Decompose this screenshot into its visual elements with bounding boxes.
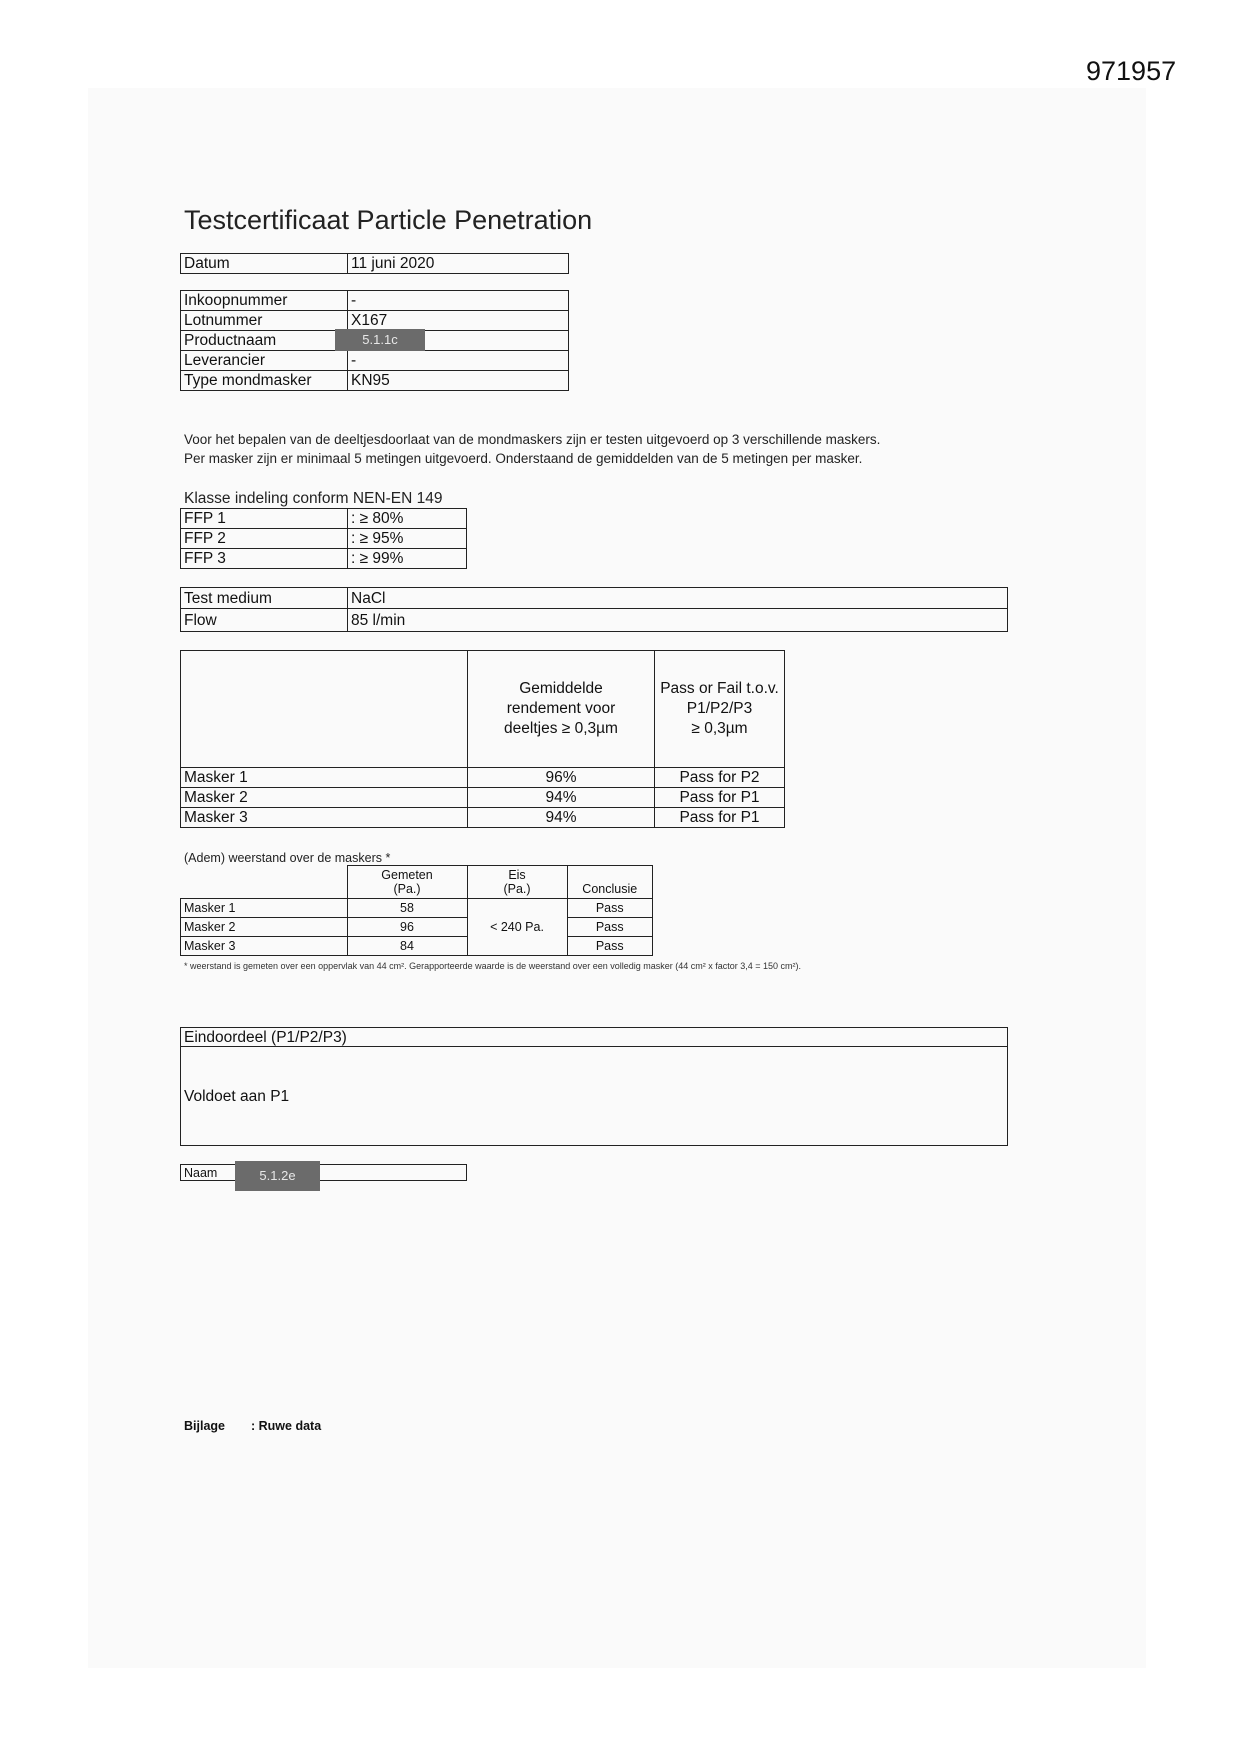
weerstand-value: 58 <box>347 899 467 918</box>
weerstand-table <box>180 865 653 956</box>
table-row <box>181 509 467 529</box>
bijlage-label: Bijlage <box>184 1419 225 1433</box>
table-row <box>181 937 653 956</box>
intro-line-2: Per masker zijn er minimaal 5 metingen uitgevoerd. Onderstaand de gemiddelden van de 5 metingen per masker. <box>184 451 863 466</box>
rendement-header-col2 <box>468 651 655 768</box>
page-title: Testcertificaat Particle Penetration <box>184 205 593 235</box>
header-line: rendement voor <box>506 700 616 717</box>
rendement-result: Pass for P2 <box>655 768 785 788</box>
info-label: Inkoopnummer <box>181 291 348 311</box>
rendement-value: 96% <box>468 768 655 788</box>
test-value: NaCl <box>348 588 1008 609</box>
bijlage-value: : Ruwe data <box>251 1419 322 1433</box>
naam-label: Naam <box>181 1165 238 1181</box>
eindoordeel-value: Voldoet aan P1 <box>181 1047 1008 1146</box>
rendement-result: Pass for P1 <box>655 788 785 808</box>
test-label: Test medium <box>181 588 348 609</box>
rendement-header-empty <box>181 651 468 768</box>
info-value: - <box>348 291 569 311</box>
info-label: Lotnummer <box>181 311 348 331</box>
weerstand-footnote: * weerstand is gemeten over een oppervlak van 44 cm². Gerapporteerde waarde is de weerstand over een volledig masker (44 cm² x factor 3,4 = 150 cm²). <box>184 961 802 971</box>
weerstand-value: 96 <box>347 918 467 937</box>
header-line: (Pa.) <box>503 882 531 896</box>
table-row <box>181 808 785 828</box>
table-row <box>181 609 1008 632</box>
table-row <box>181 918 653 937</box>
masker-label: Masker 3 <box>181 937 348 956</box>
masker-label: Masker 3 <box>181 808 468 828</box>
table-row <box>181 899 653 918</box>
datum-table <box>180 253 569 274</box>
masker-label: Masker 2 <box>181 788 468 808</box>
info-value: KN95 <box>348 371 569 391</box>
info-value: X167 <box>348 311 569 331</box>
table-row <box>181 371 569 391</box>
table-row <box>181 529 467 549</box>
header-line: (Pa.) <box>393 882 421 896</box>
rendement-table <box>180 650 785 828</box>
rendement-header-col3 <box>655 651 785 768</box>
header-line: Eis <box>508 868 526 882</box>
header-line: P1/P2/P3 <box>686 700 753 717</box>
weerstand-conclusie: Pass <box>567 899 653 918</box>
header-line: Gemeten <box>381 868 433 882</box>
klasse-label: FFP 2 <box>181 529 348 549</box>
klasse-label: FFP 3 <box>181 549 348 569</box>
rendement-value: 94% <box>468 788 655 808</box>
eindoordeel-label: Eindoordeel (P1/P2/P3) <box>181 1028 1008 1047</box>
eindoordeel-table <box>180 1027 1008 1146</box>
klasse-value: : ≥ 95% <box>348 529 467 549</box>
info-label: Type mondmasker <box>181 371 348 391</box>
datum-value: 11 juni 2020 <box>348 254 569 274</box>
table-row <box>181 291 569 311</box>
info-label: Productnaam <box>181 331 348 351</box>
masker-label: Masker 1 <box>181 899 348 918</box>
table-row <box>181 549 467 569</box>
rendement-value: 94% <box>468 808 655 828</box>
eis-value: < 240 Pa. <box>467 899 567 956</box>
table-row <box>181 788 785 808</box>
test-value: 85 l/min <box>348 609 1008 632</box>
intro-line-1: Voor het bepalen van de deeltjesdoorlaat van de mondmaskers zijn er testen uitgevoerd op 3 verschillende maskers. <box>184 432 881 447</box>
info-value: - <box>348 351 569 371</box>
weerstand-header-conclusie: Conclusie <box>567 866 653 899</box>
datum-label: Datum <box>181 254 348 274</box>
klasse-table <box>180 508 467 569</box>
klasse-value: : ≥ 80% <box>348 509 467 529</box>
klasse-heading: Klasse indeling conform NEN-EN 149 <box>184 490 443 507</box>
document-number: 971957 <box>1086 56 1177 86</box>
table-row <box>181 588 1008 609</box>
weerstand-header-eis <box>467 866 567 899</box>
weerstand-header-empty <box>181 866 348 899</box>
weerstand-conclusie: Pass <box>567 937 653 956</box>
redaction-productnaam: 5.1.1c <box>335 329 425 351</box>
header-line: ≥ 0,3µm <box>691 720 748 737</box>
header-line: deeltjes ≥ 0,3µm <box>504 720 618 737</box>
klasse-value: : ≥ 99% <box>348 549 467 569</box>
table-row <box>181 768 785 788</box>
weerstand-heading: (Adem) weerstand over de maskers * <box>184 851 391 865</box>
header-line: Pass or Fail t.o.v. <box>660 680 779 697</box>
redaction-naam: 5.1.2e <box>235 1161 320 1191</box>
naam-table <box>180 1164 467 1181</box>
table-row <box>181 311 569 331</box>
test-label: Flow <box>181 609 348 632</box>
weerstand-conclusie: Pass <box>567 918 653 937</box>
header-line: Gemiddelde <box>519 680 603 697</box>
masker-label: Masker 1 <box>181 768 468 788</box>
weerstand-value: 84 <box>347 937 467 956</box>
table-row <box>181 351 569 371</box>
test-table <box>180 587 1008 632</box>
weerstand-header-gemeten <box>347 866 467 899</box>
info-label: Leverancier <box>181 351 348 371</box>
masker-label: Masker 2 <box>181 918 348 937</box>
klasse-label: FFP 1 <box>181 509 348 529</box>
rendement-result: Pass for P1 <box>655 808 785 828</box>
